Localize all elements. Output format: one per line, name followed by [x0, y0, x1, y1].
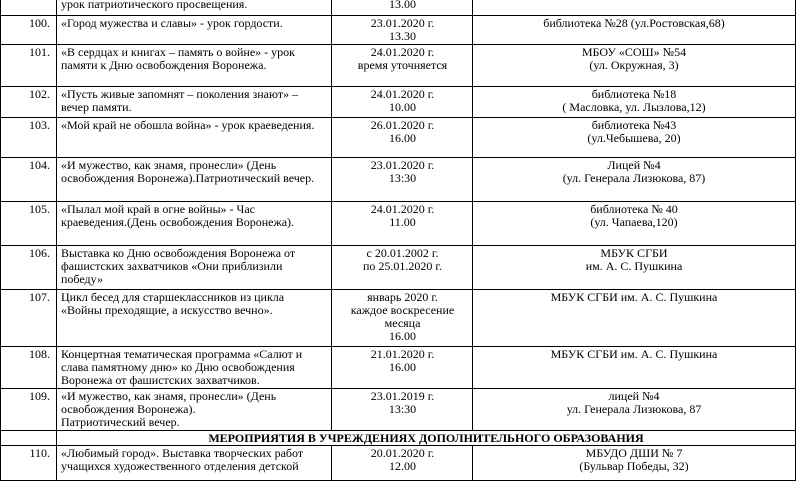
event-date: [332, 202, 473, 246]
event-place: [473, 0, 795, 16]
event-date-line: 24.01.2020 г.: [370, 45, 435, 59]
event-title-line: краеведения.(День освобождения Воронежа).: [61, 215, 295, 229]
row-divider: [0, 117, 796, 118]
event-date: [332, 158, 473, 202]
event-date: [332, 389, 473, 431]
event-place-line: (ул. Генерала Лизюкова, 87): [562, 171, 706, 185]
event-time-line: 11.00: [389, 215, 416, 229]
event-date-line: 23.01.2020 г.: [370, 16, 435, 30]
event-date-line: 24.01.2020 г.: [370, 87, 435, 101]
row-number: 104.: [29, 158, 50, 172]
event-place-line: (ул.Чебышева, 20): [587, 131, 681, 145]
event-place: [473, 16, 795, 45]
event-place: [473, 202, 795, 246]
event-date: [332, 45, 473, 87]
event-place-line: лицей №4: [608, 389, 660, 403]
event-title: [57, 0, 332, 16]
event-place: [473, 347, 795, 389]
event-title-line: Цикл бесед для старшеклассников из цикла: [61, 290, 285, 304]
event-title: [57, 87, 332, 118]
event-date-line: 13.00: [389, 0, 416, 11]
event-place-line: МБОУ «СОШ» №54: [581, 45, 687, 59]
column-divider: [472, 446, 473, 481]
row-divider: [0, 388, 796, 389]
row-divider: [0, 289, 796, 290]
event-date-line: 21.01.2020 г.: [370, 347, 435, 361]
event-place: [473, 389, 795, 431]
row-number: 101.: [29, 45, 50, 59]
event-time-line: 16.00: [389, 329, 416, 343]
event-title: [57, 202, 332, 246]
event-place: [473, 446, 795, 481]
event-date: [332, 347, 473, 389]
row-number: 103.: [29, 118, 50, 132]
event-title-line: «Любимый город». Выставка творческих работ: [61, 446, 304, 460]
event-place-line: МБУДО ДШИ № 7: [585, 446, 683, 460]
event-title-line: «Пусть живые запомнят – поколения знают» –: [61, 87, 299, 101]
event-place-line: ( Масловка, ул. Лызлова,12): [562, 100, 706, 114]
table-row: [0, 290, 800, 347]
event-title-line: вечер памяти.: [61, 100, 132, 114]
event-place-line: МБУК СГБИ им. А. С. Пушкина: [550, 290, 718, 304]
table-border-left: [0, 0, 1, 481]
column-divider: [472, 0, 473, 431]
event-title-line: «Войны преходящие, а искусство вечно».: [61, 303, 273, 317]
event-date-line: 24.01.2020 г.: [370, 202, 435, 216]
row-divider: [0, 201, 796, 202]
event-place-line: ул. Генерала Лизюкова, 87: [566, 402, 702, 416]
event-date: [332, 118, 473, 158]
table-row: [0, 16, 800, 45]
row-number: 105.: [29, 202, 50, 216]
event-title: [57, 347, 332, 389]
event-title-line: победу»: [61, 272, 103, 286]
row-number: 106.: [29, 246, 50, 260]
event-title: [57, 290, 332, 347]
table-row: [0, 246, 800, 290]
event-place-line: (ул. Окружная, 3): [589, 58, 679, 72]
event-place-line: Лицей №4: [607, 158, 661, 172]
event-date-line: 23.01.2020 г.: [370, 158, 435, 172]
table-row: [0, 389, 800, 431]
event-place: [473, 246, 795, 290]
event-date: [332, 0, 473, 16]
event-time-line: время уточняется: [357, 58, 448, 72]
table-row: [0, 118, 800, 158]
row-number: 109.: [29, 389, 50, 403]
event-date: [332, 16, 473, 45]
event-date-line: январь 2020 г.: [367, 290, 438, 304]
row-number: [0, 0, 57, 16]
event-title-line: Концертная тематическая программа «Салют и: [61, 347, 303, 361]
event-place: [473, 45, 795, 87]
event-title-line: освобождения Воронежа).Патриотический вечер.: [61, 171, 315, 185]
event-title-line: памяти к Дню освобождения Воронежа.: [61, 58, 267, 72]
row-number: 102.: [29, 87, 50, 101]
column-divider: [331, 0, 332, 431]
event-title: [57, 45, 332, 87]
event-time-line: 13:30: [388, 402, 417, 416]
row-divider: [0, 15, 796, 16]
event-time-line: 12.00: [389, 459, 416, 473]
event-date-line: 20.01.2020 г.: [370, 446, 435, 460]
event-date-line: каждое воскресение: [350, 303, 455, 317]
event-title-line: «Мой край не обошла война» - урок краеведения.: [61, 118, 315, 132]
table-border-right: [795, 0, 796, 481]
row-number: 110.: [29, 446, 50, 460]
event-place-line: библиотека №18: [591, 87, 677, 101]
row-divider: [0, 245, 796, 246]
event-place-line: МБУК СГБИ им. А. С. Пушкина: [550, 347, 718, 361]
event-title-line: урок патриотического просвещения.: [61, 0, 248, 11]
event-date: [332, 446, 473, 481]
event-time-line: 16.00: [389, 131, 416, 145]
event-title-line: «Город мужества и славы» - урок гордости.: [61, 16, 283, 30]
event-place-line: библиотека № 40: [590, 202, 678, 216]
event-title-line: «Пылал мой край в огне войны» - Час: [61, 202, 256, 216]
event-title: [57, 16, 332, 45]
row-number: 108.: [29, 347, 50, 361]
event-title-line: учащихся художественного отделения детской: [61, 459, 299, 473]
event-title-line: освобождения Воронежа).: [61, 402, 196, 416]
row-divider: [0, 346, 796, 347]
column-divider: [331, 446, 332, 481]
row-divider: [0, 430, 796, 431]
section-header: МЕРОПРИЯТИЯ В УЧРЕЖДЕНИЯХ ДОПОЛНИТЕЛЬНОГО ОБРАЗОВАНИЯ: [208, 431, 644, 445]
event-date: [332, 246, 473, 290]
table-row-fragment: [0, 0, 800, 16]
event-title-line: Выставка ко Дню освобождения Воронежа от: [61, 246, 296, 260]
event-place: [473, 118, 795, 158]
event-title: [57, 446, 332, 481]
event-date: [332, 290, 473, 347]
event-date-line: 26.01.2020 г.: [370, 118, 435, 132]
event-title-line: Воронежа от фашистских захватчиков.: [61, 373, 260, 387]
event-date: [332, 87, 473, 118]
event-place-line: библиотека №43: [591, 118, 677, 132]
event-place-line: библиотека №28 (ул.Ростовская,68): [543, 16, 725, 30]
event-time-line: 13.30: [389, 29, 416, 43]
event-title: [57, 246, 332, 290]
event-title-line: «И мужество, как знамя, пронесли» (День: [61, 158, 277, 172]
row-divider: [0, 445, 796, 446]
row-number: 100.: [29, 16, 50, 30]
event-date-line: месяца: [384, 316, 421, 330]
event-title-line: «И мужество, как знамя, пронесли» (День: [61, 389, 277, 403]
section-header-row: [0, 431, 800, 446]
event-time-line: 16.00: [389, 360, 416, 374]
event-title-line: «В сердцах и книгах – память о войне» - урок: [61, 45, 295, 59]
event-time-line: 13:30: [388, 171, 417, 185]
event-place: [473, 158, 795, 202]
table-row: [0, 202, 800, 246]
event-date-line: с 20.01.2002 г.: [366, 246, 439, 260]
column-divider: [56, 0, 57, 481]
event-title: [57, 389, 332, 431]
table-row: [0, 347, 800, 389]
event-place-line: им. А. С. Пушкина: [585, 259, 683, 273]
row-number: 107.: [29, 290, 50, 304]
event-date-line: 23.01.2019 г.: [370, 389, 435, 403]
row-divider: [0, 86, 796, 87]
table-row: [0, 158, 800, 202]
event-time-line: 10.00: [389, 100, 416, 114]
event-title-line: фашистских захватчиков «Они приблизили: [61, 259, 283, 273]
event-date-line: по 25.01.2020 г.: [363, 259, 442, 273]
table-row: [0, 87, 800, 118]
row-divider: [0, 157, 796, 158]
event-place-line: МБУК СГБИ: [600, 246, 668, 260]
event-place-line: (Бульвар Победы, 32): [579, 459, 689, 473]
table-row: [0, 446, 800, 481]
event-place: [473, 290, 795, 347]
event-title: [57, 118, 332, 158]
event-place-line: (ул. Чапаева,120): [590, 215, 678, 229]
table-row: [0, 45, 800, 87]
event-title: [57, 158, 332, 202]
event-title-line: Патриотический вечер.: [61, 415, 180, 429]
row-divider: [0, 44, 796, 45]
event-place: [473, 87, 795, 118]
event-title-line: слава памятному дню» ко Дню освобождения: [61, 360, 295, 374]
